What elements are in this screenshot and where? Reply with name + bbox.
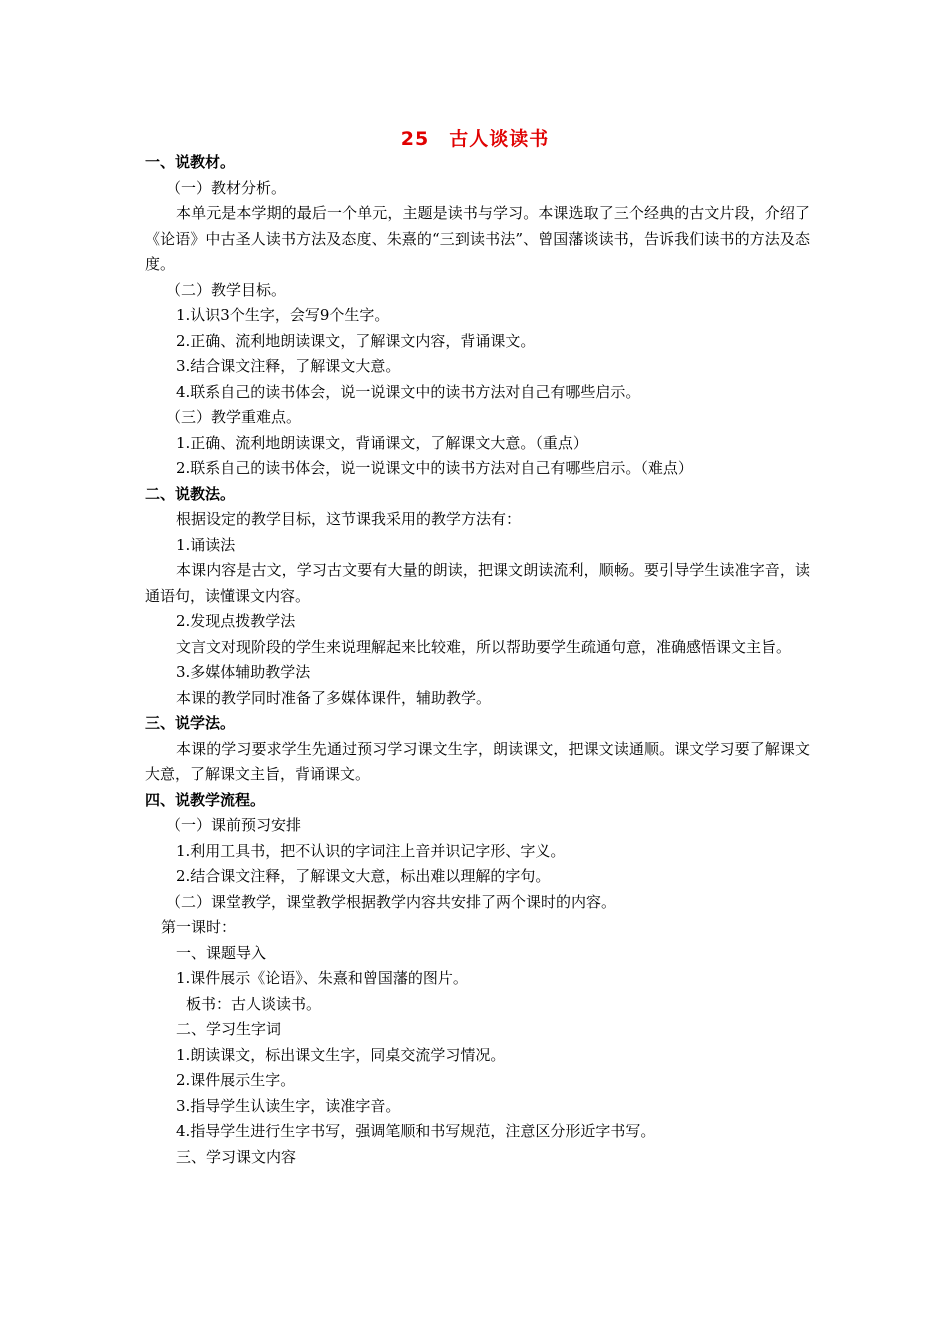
section-heading: 二、说教法。	[145, 484, 236, 503]
text-line: 3.结合课文注释，了解课文大意。	[176, 357, 401, 375]
text-line: 第一课时：	[161, 918, 237, 936]
text-line: 2.课件展示生字。	[176, 1071, 296, 1089]
text-line: 3.指导学生认读生字，读准字音。	[176, 1096, 401, 1115]
document-body	[145, 150, 810, 1170]
text-line: （一）课前预习安排	[166, 816, 302, 834]
text-line: 本课的教学同时准备了多媒体课件，辅助教学。	[176, 688, 492, 707]
text-line: 1.利用工具书，把不认识的字词注上音并识记字形、字义。	[176, 841, 566, 860]
text-line: 二、学习生字词	[176, 1020, 282, 1038]
text-line: 1.正确、流利地朗读课文，背诵课文，了解课文大意。（重点）	[176, 433, 588, 452]
text-line: 根据设定的教学目标，这节课我采用的教学方法有：	[176, 510, 522, 528]
section-heading: 四、说教学流程。	[145, 790, 266, 809]
text-line: 4.指导学生进行生字书写，强调笔顺和书写规范，注意区分形近字书写。	[176, 1122, 656, 1140]
text-line: 2.联系自己的读书体会，说一说课文中的读书方法对自己有哪些启示。（难点）	[176, 459, 693, 477]
text-line: （三）教学重难点。	[166, 408, 302, 426]
text-line: 本课的学习要求学生先通过预习学习课文生字，朗读课文，把课文读通顺。课文学习要了解课文大意，了解课文主旨，背诵课文。	[145, 739, 810, 783]
text-line: 1.朗读课文，标出课文生字，同桌交流学习情况。	[176, 1045, 506, 1064]
section-heading: 一、说教材。	[145, 153, 236, 171]
text-line: 本单元是本学期的最后一个单元，主题是读书与学习。本课选取了三个经典的古文片段，介绍了《论语》中古圣人读书方法及态度、朱熹的“三到读书法”、曾国藩谈读书，告诉我们读书的方法及态度。	[145, 204, 810, 273]
text-line: （二）教学目标。	[166, 280, 287, 299]
text-line: 2.结合课文注释，了解课文大意，标出难以理解的字句。	[176, 867, 551, 885]
text-line: 2.发现点拨教学法	[176, 612, 296, 630]
text-line: 4.联系自己的读书体会，说一说课文中的读书方法对自己有哪些启示。	[176, 382, 641, 401]
text-line: 3.多媒体辅助教学法	[176, 663, 311, 681]
text-line: 1.诵读法	[176, 535, 236, 554]
text-line: （二）课堂教学，课堂教学根据教学内容共安排了两个课时的内容。	[166, 892, 617, 911]
text-line: 文言文对现阶段的学生来说理解起来比较难，所以帮助要学生疏通句意，准确感悟课文主旨。	[176, 637, 792, 656]
text-line: 三、学习课文内容	[176, 1147, 297, 1166]
page-title: 25 古人谈读书	[400, 128, 550, 150]
text-line: （一）教材分析。	[166, 178, 287, 197]
section-heading: 三、说学法。	[145, 714, 236, 732]
text-line: 1.课件展示《论语》、朱熹和曾国藩的图片。	[176, 969, 468, 987]
text-line: 2.正确、流利地朗读课文，了解课文内容，背诵课文。	[176, 331, 536, 350]
text-line: 板书：古人谈读书。	[186, 994, 322, 1013]
text-line: 1.认识3个生字，会写9个生字。	[176, 306, 390, 324]
text-line: 本课内容是古文，学习古文要有大量的朗读，把课文朗读流利，顺畅。要引导学生读准字音，读通语句，读懂课文内容。	[145, 561, 810, 605]
text-line: 一、课题导入	[176, 943, 267, 962]
